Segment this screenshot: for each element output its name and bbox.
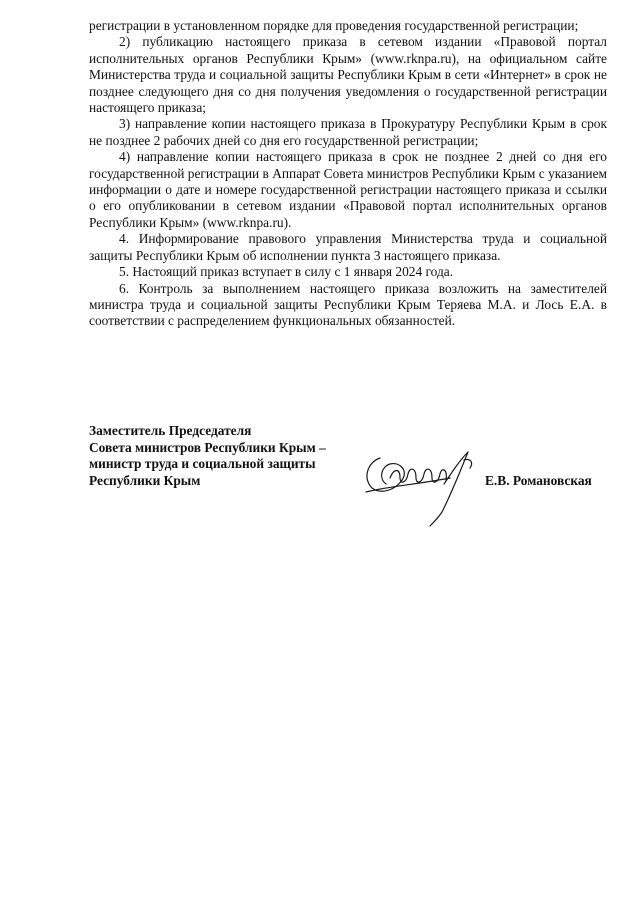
handwritten-signature — [360, 448, 485, 528]
signer-position-line: Республики Крым — [89, 472, 201, 488]
paragraph-item-4-apparatus: 4) направление копии настоящего приказа в срок не позднее 2 дней со дня его государственной регистрации в Аппарат Совета министров Республики Крым с указанием информации о дате и номере государственной регистрации настоящего приказа и ссылки о его опубликовании в сетевом издании «Правовой портал исполнительных органов Республики Крым» (www.rknpa.ru). — [89, 149, 607, 230]
signer-position-line: министр труда и социальной защиты — [89, 456, 316, 472]
paragraph-registration-continuation: регистрации в установленном порядке для проведения государственной регистрации; — [89, 18, 579, 33]
paragraph-point-6: 6. Контроль за выполнением настоящего приказа возложить на заместителей министра труда и социальной защиты Республики Крым Теряева М.А. и Лось Е.А. в соответствии с распределением функциональных обязанностей. — [89, 280, 607, 329]
paragraph-point-4: 4. Информирование правового управления Министерства труда и социальной защиты Республики Крым об исполнении пункта 3 настоящего приказа. — [89, 231, 607, 263]
paragraph-point-5: 5. Настоящий приказ вступает в силу с 1 января 2024 года. — [119, 264, 454, 280]
signer-position-line: Заместитель Председателя — [89, 423, 252, 438]
paragraph-item-3-prosecutor: 3) направление копии настоящего приказа в Прокуратуру Республики Крым в срок не позднее 2 рабочих дней со дня его государственной регистрации; — [89, 116, 607, 148]
signer-name: Е.В. Романовская — [485, 473, 592, 488]
paragraph-item-2-publication: 2) публикацию настоящего приказа в сетевом издании «Правовой портал исполнительных органов Республики Крым» (www.rknpa.ru), на официальном сайте Министерства труда и социальной защиты Республики Крым в сети «Интернет» в срок не позднее следующего дня со дня получения уведомления о государственной регистрации настоящего приказа; — [89, 34, 607, 116]
document-body — [89, 18, 607, 330]
signer-position — [89, 423, 369, 489]
signer-position-line: Совета министров Республики Крым – — [89, 439, 326, 455]
